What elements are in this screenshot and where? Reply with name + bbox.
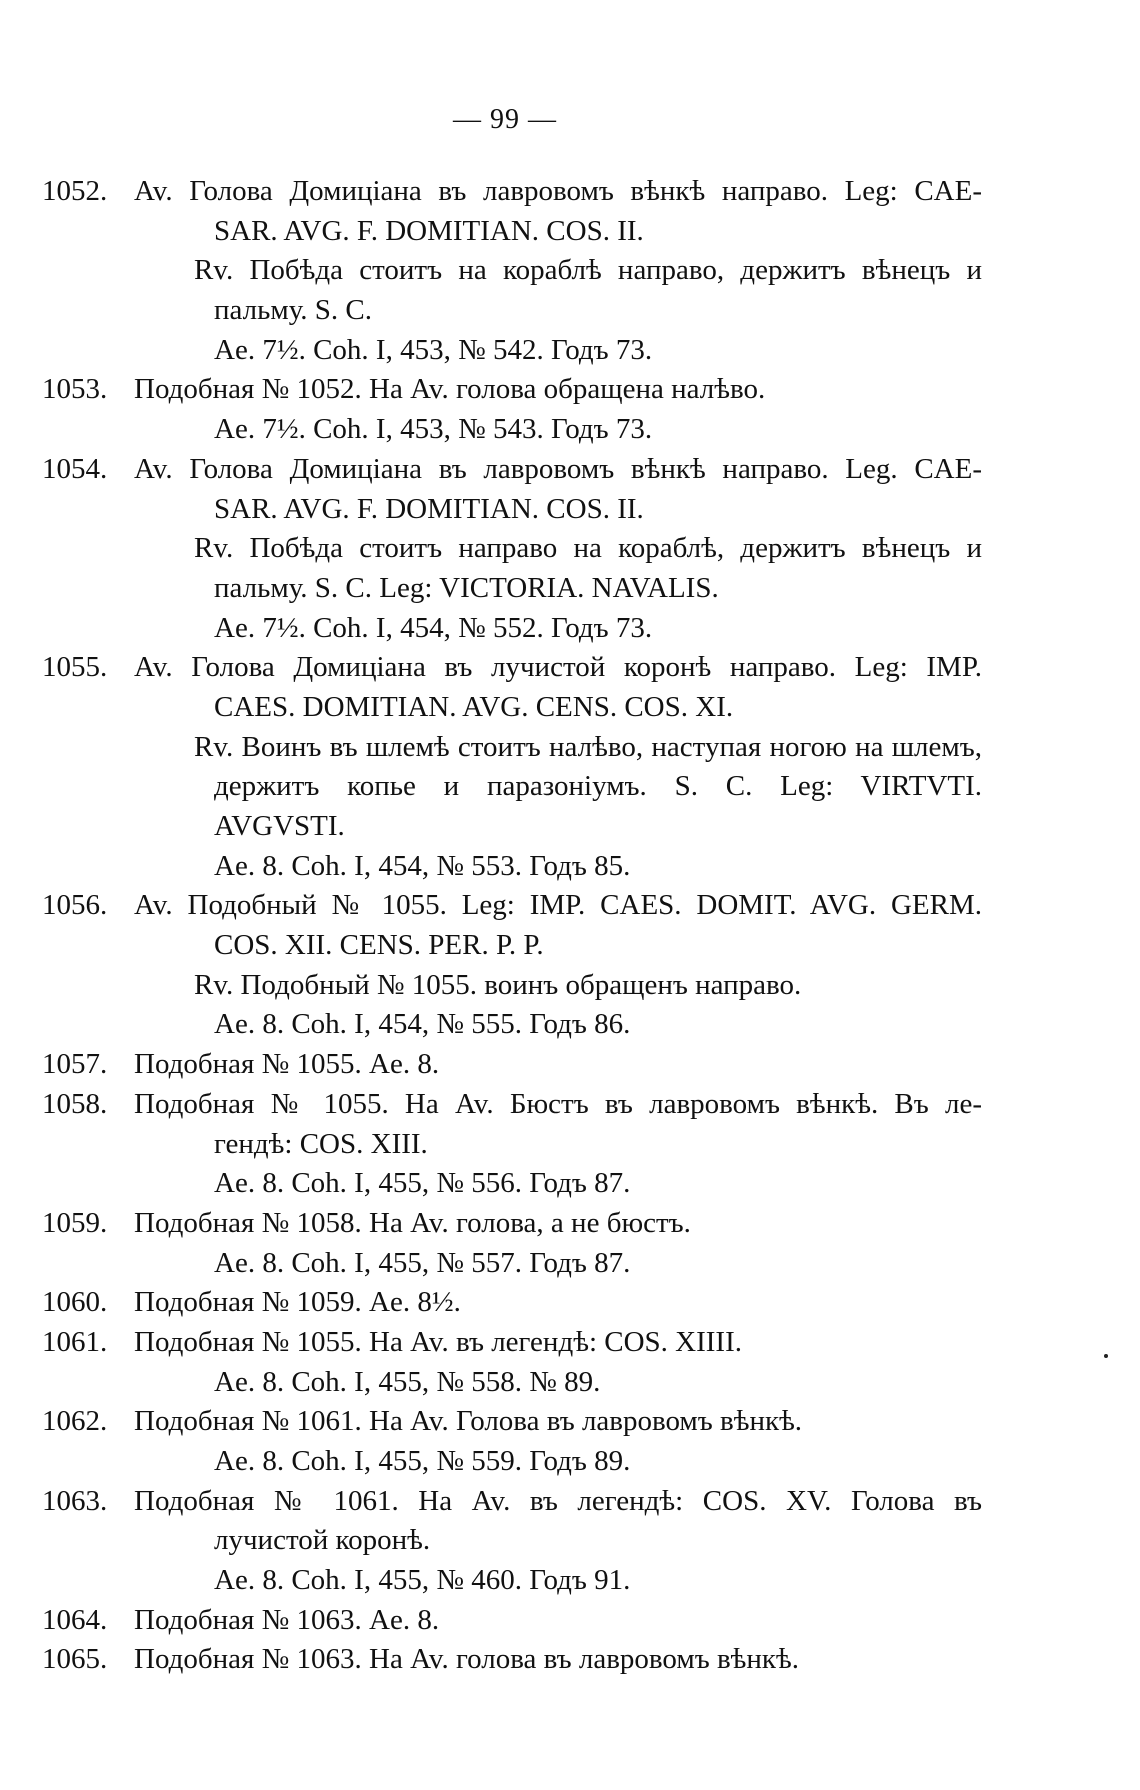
entry-line-numbered xyxy=(42,1601,982,1641)
entry-text: Подобная № 1061. На Av. въ легендѣ: COS. XV. Голова въ xyxy=(134,1484,982,1517)
page-number: — 99 — xyxy=(453,104,557,135)
entry-text: Подобная № 1061. На Av. Голова въ лавровомъ вѣнкѣ. xyxy=(134,1405,803,1438)
entry-line-continuation xyxy=(42,1244,982,1284)
entry-text: Подобная № 1058. На Av. голова, а не бюстъ. xyxy=(134,1206,691,1239)
entry-line-continuation xyxy=(42,926,982,966)
entry-text: пальму. S. C. xyxy=(214,294,373,327)
catalog-entries xyxy=(42,172,982,1680)
entry-line-continuation xyxy=(42,331,982,371)
ink-speck xyxy=(1104,1354,1108,1358)
entry-line-continuation xyxy=(42,1164,982,1204)
entry-text: Rv. Побѣда стоитъ направо на кораблѣ, держитъ вѣнецъ и xyxy=(194,532,982,565)
entry-text: Ae. 7½. Coh. I, 453, № 543. Годъ 73. xyxy=(214,413,653,446)
entry-line-numbered xyxy=(42,1283,982,1323)
entry-line-continuation xyxy=(42,609,982,649)
entry-text: Ae. 8. Coh. I, 454, № 553. Годъ 85. xyxy=(214,849,631,882)
entry-text: Подобная № 1052. На Av. голова обращена налѣво. xyxy=(134,373,766,406)
entry-line-continuation xyxy=(42,490,982,530)
entry-line-continuation xyxy=(42,728,982,768)
entry-text: Подобная № 1059. Ae. 8½. xyxy=(134,1286,461,1319)
entry-line-continuation xyxy=(42,569,982,609)
entry-text: Ae. 8. Coh. I, 455, № 558. № 89. xyxy=(214,1365,601,1398)
entry-line-continuation xyxy=(42,212,982,252)
entry-text: гендѣ: COS. XIII. xyxy=(214,1127,428,1160)
entry-text: SAR. AVG. F. DOMITIAN. COS. II. xyxy=(214,492,644,525)
entry-line-numbered xyxy=(42,1045,982,1085)
entry-number: 1058. xyxy=(42,1087,108,1120)
entry-number: 1061. xyxy=(42,1325,108,1358)
entry-line-numbered xyxy=(42,370,982,410)
entry-number: 1057. xyxy=(42,1048,108,1081)
entry-text: Av. Голова Домиціана въ лавровомъ вѣнкѣ направо. Leg. CAE- xyxy=(134,452,982,485)
entry-text: лучистой коронѣ. xyxy=(214,1524,431,1557)
entry-text: Av. Подобный № 1055. Leg: IMP. CAES. DOMIT. AVG. GERM. xyxy=(134,889,982,922)
entry-line-continuation xyxy=(42,767,982,807)
entry-line-continuation xyxy=(42,1005,982,1045)
entry-number: 1056. xyxy=(42,889,108,922)
entry-text: Rv. Побѣда стоитъ на кораблѣ направо, держитъ вѣнецъ и xyxy=(194,254,982,287)
entry-line-numbered xyxy=(42,1204,982,1244)
entry-text: COS. XII. CENS. PER. P. P. xyxy=(214,929,544,962)
entry-text: Ae. 7½. Coh. I, 453, № 542. Годъ 73. xyxy=(214,333,653,366)
entry-line-continuation xyxy=(42,847,982,887)
entry-text: Rv. Воинъ въ шлемѣ стоитъ налѣво, наступая ногою на шлемъ, xyxy=(194,730,982,763)
entry-line-numbered xyxy=(42,1402,982,1442)
entry-text: Ae. 8. Coh. I, 455, № 557. Годъ 87. xyxy=(214,1246,631,1279)
entry-text: Подобная № 1063. Ae. 8. xyxy=(134,1603,440,1636)
entry-line-continuation xyxy=(42,688,982,728)
entry-text: CAES. DOMITIAN. AVG. CENS. COS. XI. xyxy=(214,690,734,723)
entry-line-continuation xyxy=(42,410,982,450)
entry-text: держитъ копье и паразоніумъ. S. C. Leg: VIRTVTI. xyxy=(214,770,982,803)
entry-line-numbered xyxy=(42,648,982,688)
entry-text: Подобная № 1063. На Av. голова въ лавровомъ вѣнкѣ. xyxy=(134,1643,800,1676)
entry-line-continuation xyxy=(42,1521,982,1561)
entry-line-continuation xyxy=(42,1561,982,1601)
entry-text: Ae. 8. Coh. I, 455, № 460. Годъ 91. xyxy=(214,1564,631,1597)
entry-line-continuation xyxy=(42,1363,982,1403)
entry-number: 1055. xyxy=(42,651,108,684)
entry-text: Подобная № 1055. На Av. Бюстъ въ лавровомъ вѣнкѣ. Въ ле- xyxy=(134,1087,982,1120)
entry-number: 1063. xyxy=(42,1484,108,1517)
entry-line-continuation xyxy=(42,807,982,847)
entry-line-numbered xyxy=(42,450,982,490)
entry-line-continuation xyxy=(42,251,982,291)
entry-number: 1059. xyxy=(42,1206,108,1239)
entry-text: Av. Голова Домиціана въ лавровомъ вѣнкѣ направо. Leg: CAE- xyxy=(134,175,982,207)
entry-line-continuation xyxy=(42,529,982,569)
entry-text: Ae. 7½. Coh. I, 454, № 552. Годъ 73. xyxy=(214,611,653,644)
entry-line-numbered xyxy=(42,172,982,212)
entry-text: SAR. AVG. F. DOMITIAN. COS. II. xyxy=(214,214,644,247)
entry-line-numbered xyxy=(42,886,982,926)
entry-text: Ae. 8. Coh. I, 455, № 556. Годъ 87. xyxy=(214,1167,631,1200)
entry-number: 1054. xyxy=(42,452,108,485)
entry-number: 1053. xyxy=(42,373,108,406)
entry-line-numbered xyxy=(42,1323,982,1363)
entry-text: Подобная № 1055. На Av. въ легендѣ: COS. XIIII. xyxy=(134,1325,742,1358)
entry-text: Av. Голова Домиціана въ лучистой коронѣ направо. Leg: IMP. xyxy=(134,651,982,684)
entry-line-continuation xyxy=(42,1442,982,1482)
entry-number: 1064. xyxy=(42,1603,108,1636)
entry-line-continuation xyxy=(42,966,982,1006)
entry-line-continuation xyxy=(42,291,982,331)
entry-text: пальму. S. C. Leg: VICTORIA. NAVALIS. xyxy=(214,571,719,604)
entry-text: Rv. Подобный № 1055. воинъ обращенъ направо. xyxy=(194,968,802,1001)
entry-line-numbered xyxy=(42,1640,982,1680)
entry-number: 1060. xyxy=(42,1286,108,1319)
entry-line-continuation xyxy=(42,1125,982,1165)
entry-line-numbered xyxy=(42,1482,982,1522)
entry-number: 1052. xyxy=(42,175,108,207)
entry-number: 1062. xyxy=(42,1405,108,1438)
entry-text: Ae. 8. Coh. I, 454, № 555. Годъ 86. xyxy=(214,1008,631,1041)
entry-line-numbered xyxy=(42,1085,982,1125)
entry-text: AVGVSTI. xyxy=(214,810,345,842)
entry-number: 1065. xyxy=(42,1643,108,1676)
entry-text: Подобная № 1055. Ae. 8. xyxy=(134,1048,440,1081)
entry-text: Ae. 8. Coh. I, 455, № 559. Годъ 89. xyxy=(214,1445,631,1477)
